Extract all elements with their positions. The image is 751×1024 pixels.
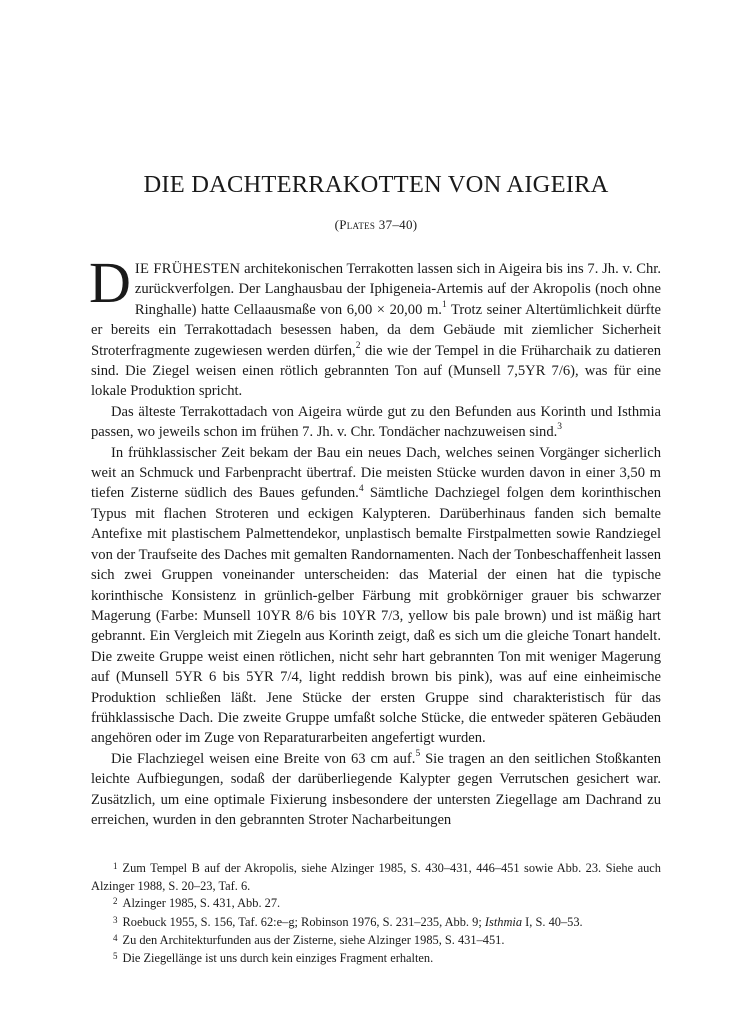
paragraph-text: architekonischen Terrakotten lassen sich in Aigeira bis ins 7. Jh. v. Chr. zurückverfolgen. Der Langhausbau der Iphigeneia-Artemis auf der Akropolis (noch ohne Ringhalle) hatte Cellaausmaße von 6,00 × 20,00 m. xyxy=(134,261,661,318)
article xyxy=(91,170,661,830)
article-body xyxy=(89,250,662,830)
footnote-4 xyxy=(91,932,661,950)
paragraph-text: In frühklassischer Zeit bekam der Bau ein neues Dach, welches seinen Vorgänger sicherlich weit an Schmuck und Farbenpracht übertraf. Die meisten Stücke wurden davon in einer 3,50 m tiefen Zisterne südlich des Baues gefunden. xyxy=(91,444,661,502)
footnote-number: 5 xyxy=(113,951,118,962)
footnote-italic-title: Isthmia xyxy=(484,914,523,929)
paragraph-4 xyxy=(91,749,661,831)
footnote-ref-4[interactable]: 4 xyxy=(358,483,364,494)
paragraph-text: Die Flachziegel weisen eine Breite von 63 cm auf. xyxy=(111,750,416,767)
footnote-text: I, S. 40–53. xyxy=(522,914,583,929)
footnote-text: Zu den Architekturfunden aus der Zisterne, siehe Alzinger 1985, S. 431–451. xyxy=(122,932,505,947)
paragraph-1 xyxy=(89,250,662,402)
footnote-3 xyxy=(91,914,661,932)
drop-cap: D xyxy=(89,250,131,315)
footnote-number: 1 xyxy=(113,861,118,871)
footnote-number: 2 xyxy=(113,896,118,907)
paragraph-text: die wie der Tempel in die Früharchaik zu datieren sind. Die Ziegel weisen einen rötlich gebrannten Ton auf (Munsell 7,5YR 7/6), was für eine lokale Produktion spricht. xyxy=(91,342,661,400)
footnote-ref-2[interactable]: 2 xyxy=(355,340,361,351)
footnote-text: Alzinger 1985, S. 431, Abb. 27. xyxy=(122,896,281,911)
footnote-text: Roebuck 1955, S. 156, Taf. 62:e–g; Robinson 1976, S. 231–235, Abb. 9; xyxy=(122,914,485,929)
paragraph-3 xyxy=(91,443,661,749)
footnotes xyxy=(91,860,661,968)
footnote-text: Die Ziegellänge ist uns durch kein einziges Fragment erhalten. xyxy=(122,951,434,966)
footnote-2 xyxy=(91,895,661,913)
opening-small-caps: IE FRÜHESTEN xyxy=(134,261,241,277)
footnote-number: 4 xyxy=(113,932,118,943)
paragraph-text: Sie tragen an den seitlichen Stoßkanten leichte Aufbiegungen, sodaß der darüberliegende Kalypter gegen Verrutschen gesichert war. Zusätzlich, um eine optimale Fixierung insbesondere der untersten Ziegellage am Dachrand zu erreichen, wurden in den gebrannten Stroter Nacharbeitungen xyxy=(91,750,661,828)
footnote-ref-5[interactable]: 5 xyxy=(415,748,421,759)
plates-reference: (Plates 37–40) xyxy=(334,217,418,232)
paragraph-text: Sämtliche Dachziegel folgen dem korinthischen Typus mit flachen Stroteren und eckigen Kalypteren. Darüberhinaus fanden sich bemalte Antefixe mit plastischem Palmettendekor, unplastisch bemalte Firstpalmetten sowie Randziegel von der Traufseite des Daches mit gemalten Randornamenten. Nach der Tonbeschaffenheit lassen sich zwei Gruppen voneinander unterscheiden: das Material der einen hat die typische korinthische Konsistenz in grünlich-gelber Färbung mit grobkörniger grauer bis schwarzer Magerung (Farbe: Munsell 10YR 8/6 bis 10YR 7/3, yellow bis pale brown) und ist mäßig hart gebrannt. Ein Vergleich mit Ziegeln aus Korinth zeigt, daß es sich um die gleiche Tonart handelt. Die zweite Gruppe weist einen rötlichen, nicht sehr hart gebrannten Ton mit weniger Magerung auf (Munsell 5YR 6 bis 5YR 7/4, light reddish brown bis pink), was auf eine einheimische Produktion schließen läßt. Jene Stücke der ersten Gruppe sind charakteristisch für das frühklassische Dach. Die zweite Gruppe umfaßt solche Stücke, die entweder späteren Gebäuden angehören oder im Zuge von Reparaturarbeiten angefertigt wurden. xyxy=(91,485,661,747)
footnote-number: 3 xyxy=(113,914,118,925)
paragraph-text: Trotz seiner Altertümlichkeit dürfte er bereits ein Terrakottadach besessen haben, da dem Gebäude mit ziemlicher Sicherheit Stroterfragmente zugewiesen werden dürfen, xyxy=(91,301,662,359)
footnote-ref-3[interactable]: 3 xyxy=(557,422,563,433)
page-title: DIE DACHTERRAKOTTEN VON AIGEIRA xyxy=(143,171,609,198)
footnote-5 xyxy=(91,950,661,968)
paragraph-text: Das älteste Terrakottadach von Aigeira würde gut zu den Befunden aus Korinth und Isthmia passen, wo jeweils schon im frühen 7. Jh. v. Chr. Tondächer nachzuweisen sind. xyxy=(91,403,661,441)
footnote-ref-1[interactable]: 1 xyxy=(441,299,447,310)
footnote-1 xyxy=(91,860,661,895)
footnote-text: Zum Tempel B auf der Akropolis, siehe Alzinger 1985, S. 430–431, 446–451 sowie Abb. 23. Siehe auch Alzinger 1988, S. 20–23, Taf. 6. xyxy=(91,861,661,894)
paragraph-2 xyxy=(91,402,661,443)
